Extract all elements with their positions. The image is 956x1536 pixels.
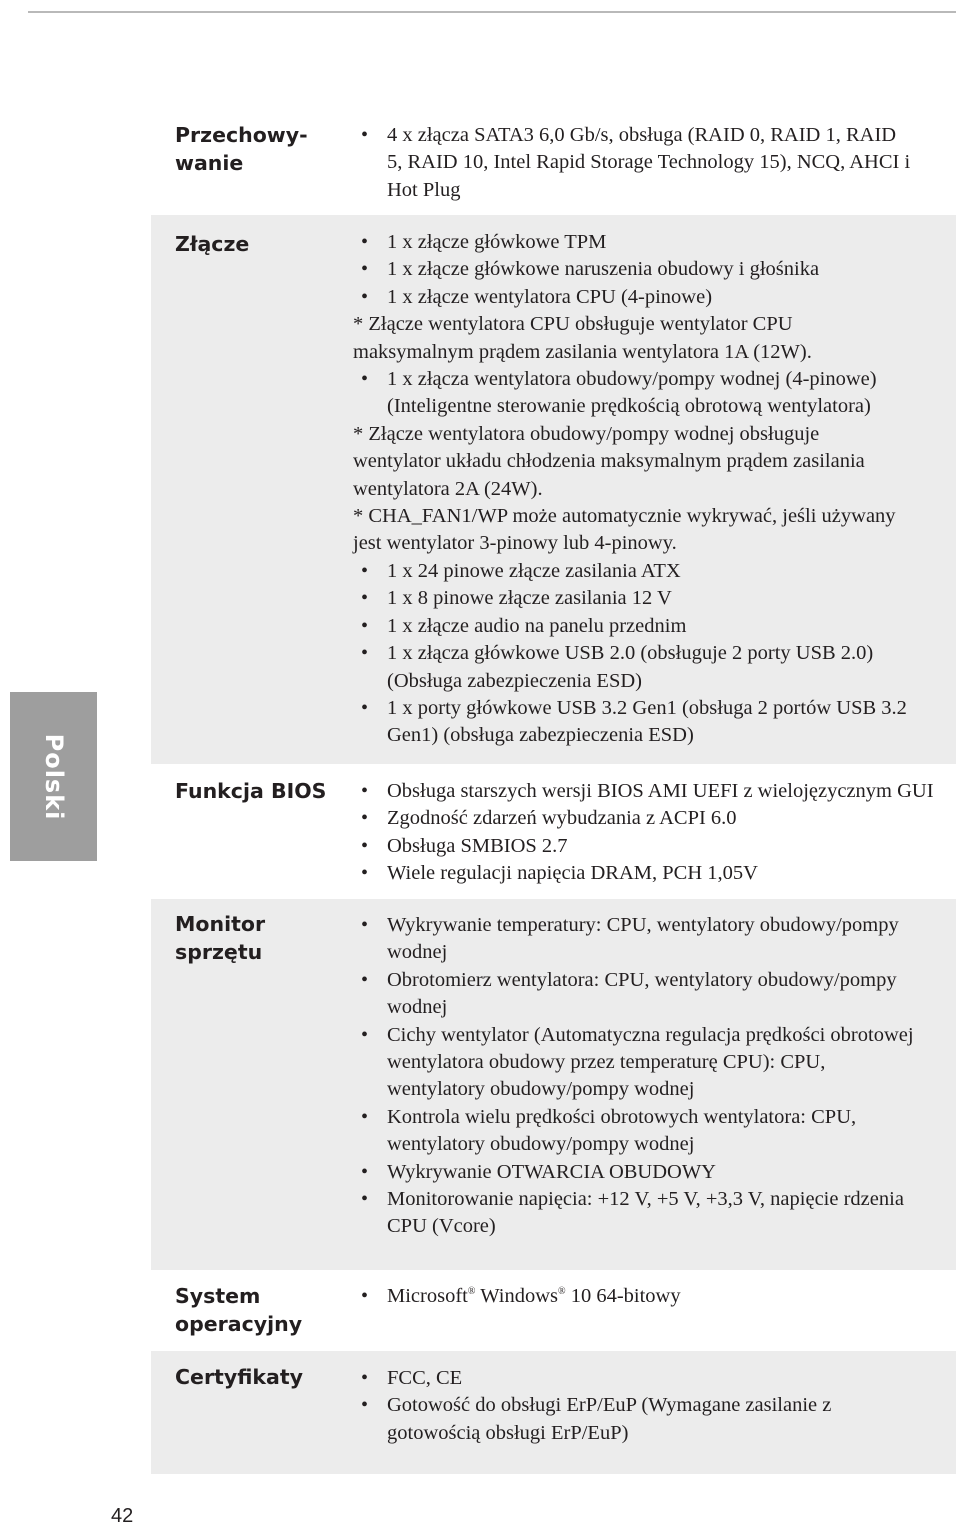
bullet-icon: • xyxy=(361,1188,369,1211)
section-storage xyxy=(151,122,956,215)
language-tab xyxy=(10,692,97,861)
bullet-icon: • xyxy=(361,642,369,665)
bullet-icon: • xyxy=(361,862,369,885)
section-content xyxy=(353,778,951,888)
registered-mark: ® xyxy=(467,1286,476,1297)
section-content xyxy=(353,912,951,1241)
section-label: Przechowy- wanie xyxy=(175,123,308,175)
top-rule xyxy=(28,11,956,13)
section-content xyxy=(353,1283,951,1310)
bullet-icon: • xyxy=(361,587,369,610)
list-item: • Wykrywanie temperatury: CPU, wentylatory obudowy/pompy wodnej xyxy=(361,914,899,964)
bullet-icon: • xyxy=(361,231,369,253)
bullet-icon: • xyxy=(361,834,369,857)
list-item: • 4 x złącza SATA3 6,0 Gb/s, obsługa (RAID 0, RAID 1, RAID 5, RAID 10, Intel Rapid Storage Technology 15), NCQ, AHCI i Hot Plug xyxy=(361,124,911,201)
section-content xyxy=(353,122,951,204)
list-item: • Obsługa SMBIOS 2.7 xyxy=(353,833,951,860)
bullet-icon: • xyxy=(361,614,369,637)
list-item: • 1 x złącza wentylatora obudowy/pompy wodnej (4-pinowe) (Inteligentne sterowanie prędkością obrotową wentylatora) xyxy=(361,368,877,418)
bullet-icon: • xyxy=(361,124,369,146)
list-item: • Cichy wentylator (Automatyczna regulacja prędkości obrotowej wentylatora obudowy przez temperaturę CPU): CPU, wentylatory obudowy/pompy wodnej xyxy=(361,1023,914,1101)
list-item: • 1 x porty główkowe USB 3.2 Gen1 (obsługa 2 portów USB 3.2 Gen1) (obsługa zabezpieczenia ESD) xyxy=(361,696,907,747)
bullet-icon: • xyxy=(361,1160,369,1183)
list-item: • Obrotomierz wentylatora: CPU, wentylatory obudowy/pompy wodnej xyxy=(361,968,897,1019)
bullet-icon: • xyxy=(361,368,369,391)
list-item: • 1 x 24 pinowe złącze zasilania ATX xyxy=(353,558,951,585)
section-hardware-monitor xyxy=(151,899,956,1270)
list-item: • Wiele regulacji napięcia DRAM, PCH 1,05V xyxy=(353,860,951,887)
list-item: • Microsoft® Windows® 10 64-bitowy xyxy=(353,1283,951,1310)
list-item: • Zgodność zdarzeń wybudzania z ACPI 6.0 xyxy=(353,805,951,832)
footnote: * Złącze wentylatora CPU obsługuje wentylator CPU maksymalnym prądem zasilania wentylatora 1A (12W). xyxy=(353,313,812,363)
list-item: • Kontrola wielu prędkości obrotowych wentylatora: CPU, wentylatory obudowy/pompy wodnej xyxy=(361,1105,857,1156)
bullet-icon: • xyxy=(361,1394,369,1417)
section-operating-system xyxy=(151,1270,956,1351)
bullet-icon: • xyxy=(361,914,369,936)
language-tab-label: Polski xyxy=(39,733,68,820)
list-item: • FCC, CE xyxy=(353,1365,951,1392)
bullet-icon: • xyxy=(361,1285,369,1307)
list-item: • 1 x złącze wentylatora CPU (4-pinowe) xyxy=(353,284,951,311)
list-item: • Monitorowanie napięcia: +12 V, +5 V, +3,3 V, napięcie rdzenia CPU (Vcore) xyxy=(361,1188,904,1238)
section-label: Monitor sprzętu xyxy=(175,912,266,964)
bullet-icon: • xyxy=(361,968,369,991)
list-item: • 1 x złącze główkowe TPM xyxy=(353,229,951,256)
section-content xyxy=(353,229,951,750)
bullet-icon: • xyxy=(361,807,369,830)
section-content xyxy=(353,1365,951,1447)
section-bios xyxy=(151,764,956,899)
section-certifications xyxy=(151,1351,956,1474)
list-item: • Wykrywanie OTWARCIA OBUDOWY xyxy=(353,1159,951,1186)
bullet-icon: • xyxy=(361,696,369,719)
page-number: 42 xyxy=(111,1505,134,1527)
bullet-icon: • xyxy=(361,258,369,281)
list-item: • 1 x złącze główkowe naruszenia obudowy i głośnika xyxy=(353,256,951,283)
section-label: System operacyjny xyxy=(175,1284,303,1336)
registered-mark: ® xyxy=(557,1286,566,1297)
list-item: • 1 x złącza główkowe USB 2.0 (obsługuje 2 porty USB 2.0) (Obsługa zabezpieczenia ESD) xyxy=(361,642,874,692)
bullet-icon: • xyxy=(361,285,369,308)
list-item: • 1 x 8 pinowe złącze zasilania 12 V xyxy=(353,585,951,612)
footnote: * CHA_FAN1/WP może automatycznie wykrywać, jeśli używany jest wentylator 3-pinowy lub 4-pinowy. xyxy=(353,505,896,555)
bullet-icon: • xyxy=(361,559,369,582)
section-label: Funkcja BIOS xyxy=(175,779,327,803)
section-connectors xyxy=(151,215,956,764)
footnote: * Złącze wentylatora obudowy/pompy wodnej obsługuje wentylator układu chłodzenia maksymalnym prądem zasilania wentylatora 2A (24W). xyxy=(353,422,865,500)
list-item: • Gotowość do obsługi ErP/EuP (Wymagane zasilanie z gotowością obsługi ErP/EuP) xyxy=(361,1394,832,1444)
list-item: • Obsługa starszych wersji BIOS AMI UEFI z wielojęzycznym GUI xyxy=(353,778,951,805)
bullet-icon: • xyxy=(361,1105,369,1128)
bullet-icon: • xyxy=(361,1367,369,1389)
bullet-icon: • xyxy=(361,1023,369,1046)
section-label: Złącze xyxy=(175,232,250,256)
section-label: Certyfikaty xyxy=(175,1365,304,1389)
bullet-icon: • xyxy=(361,780,369,802)
list-item: • 1 x złącze audio na panelu przednim xyxy=(353,613,951,640)
